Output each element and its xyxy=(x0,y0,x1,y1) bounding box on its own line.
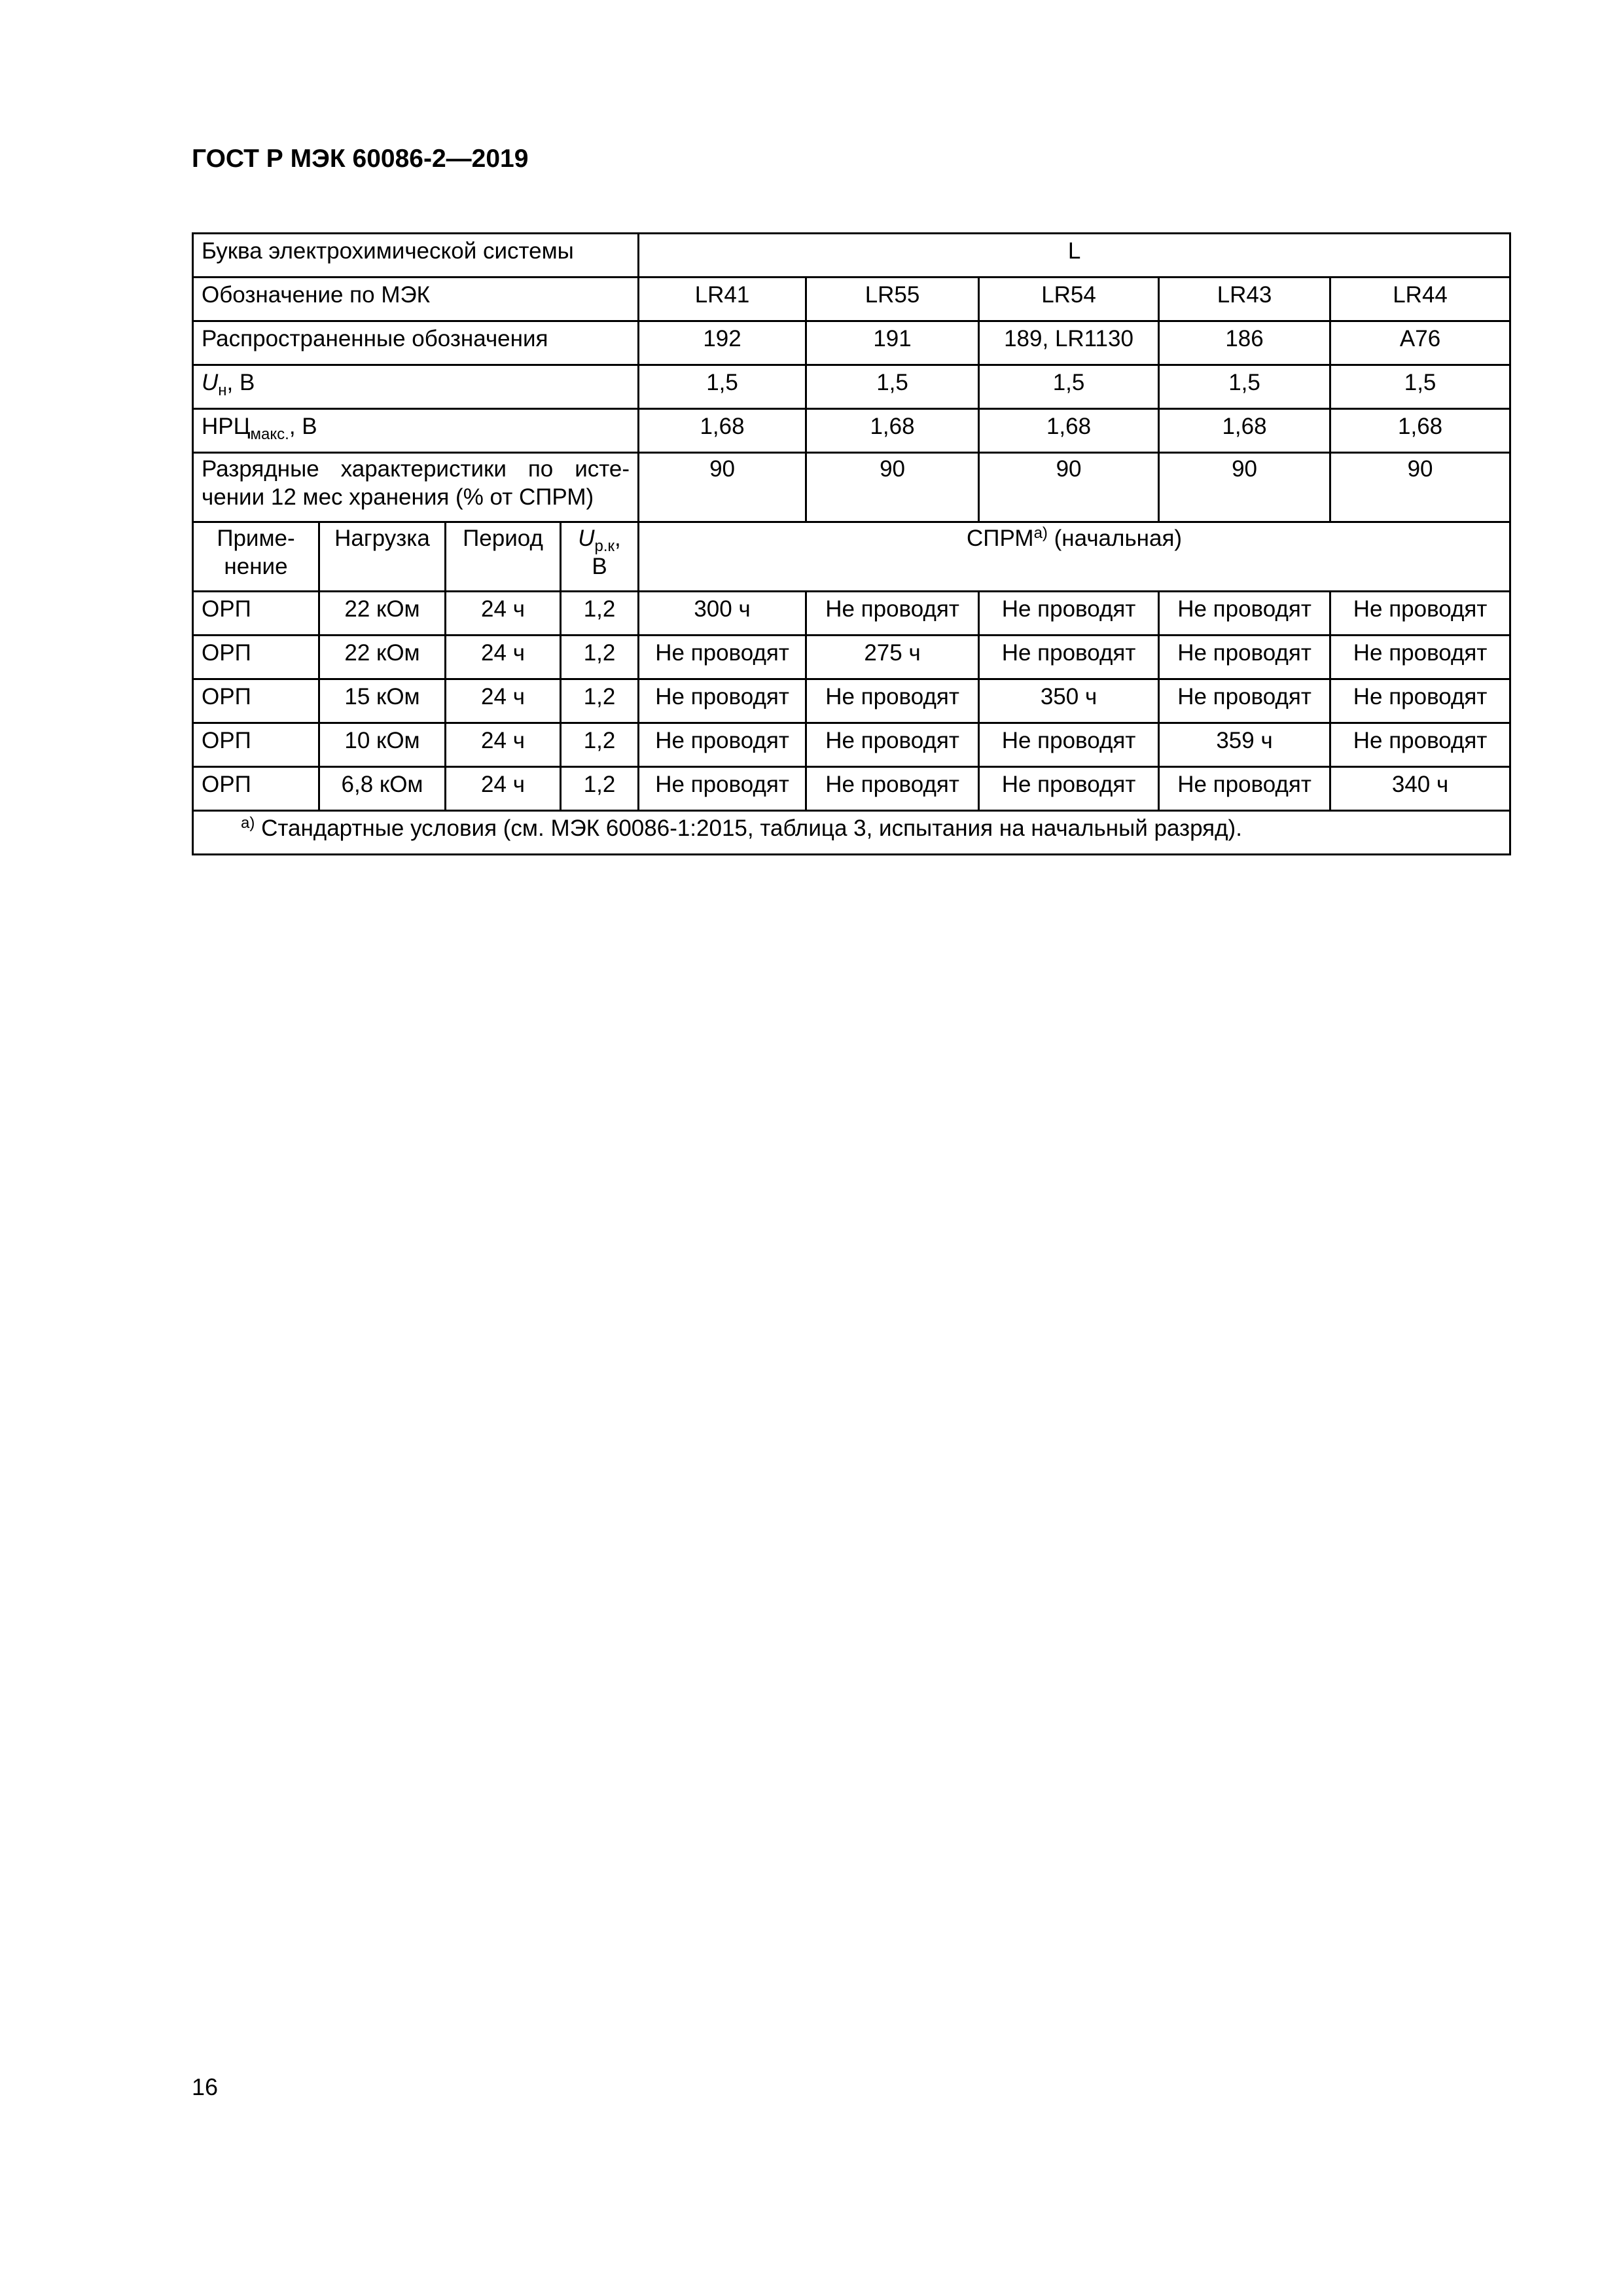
label-ocv-max xyxy=(193,409,639,453)
end-voltage-symbol: U xyxy=(578,526,595,551)
header-end-voltage-line-2: В xyxy=(592,553,607,579)
cell-iec-designation: LR55 xyxy=(806,278,979,321)
value-system-letter: L xyxy=(639,234,1510,278)
voltage-symbol: U xyxy=(202,370,219,395)
header-period: Период xyxy=(446,522,561,592)
header-application xyxy=(193,522,319,592)
cell-ocv-max: 1,68 xyxy=(1159,409,1330,453)
cell-common-designation: 191 xyxy=(806,321,979,365)
cell-common-designation: 192 xyxy=(639,321,806,365)
table-row xyxy=(193,592,1510,636)
header-application-line-1: Приме- xyxy=(217,526,295,551)
cell-load: 6,8 кОм xyxy=(319,767,446,811)
end-voltage-comma: , xyxy=(615,526,621,551)
cell-duration: Не проводят xyxy=(979,723,1159,767)
cell-duration: Не проводят xyxy=(1330,723,1510,767)
cell-load: 10 кОм xyxy=(319,723,446,767)
cell-duration: Не проводят xyxy=(639,723,806,767)
mad-note-mark: а) xyxy=(1033,524,1048,542)
cell-duration: Не проводят xyxy=(1159,592,1330,636)
row-ocv-max xyxy=(193,409,1510,453)
cell-duration: 350 ч xyxy=(979,679,1159,723)
cell-period: 24 ч xyxy=(446,767,561,811)
cell-duration: Не проводят xyxy=(979,636,1159,679)
cell-ocv-max: 1,68 xyxy=(639,409,806,453)
row-footnote xyxy=(193,811,1510,855)
cell-duration: Не проводят xyxy=(1159,679,1330,723)
cell-duration: Не проводят xyxy=(979,767,1159,811)
cell-ocv-max: 1,68 xyxy=(806,409,979,453)
cell-duration: Не проводят xyxy=(1330,636,1510,679)
cell-nominal-voltage: 1,5 xyxy=(1330,365,1510,409)
row-system-letter xyxy=(193,234,1510,278)
row-nominal-voltage xyxy=(193,365,1510,409)
cell-end-voltage: 1,2 xyxy=(561,767,639,811)
cell-duration: 340 ч xyxy=(1330,767,1510,811)
cell-iec-designation: LR44 xyxy=(1330,278,1510,321)
cell-common-designation: 189, LR1130 xyxy=(979,321,1159,365)
cell-duration: Не проводят xyxy=(806,767,979,811)
label-nominal-voltage xyxy=(193,365,639,409)
footnote-mark: а) xyxy=(241,814,255,832)
cell-discharge-after-storage: 90 xyxy=(1330,453,1510,522)
cell-load: 22 кОм xyxy=(319,592,446,636)
row-discharge-after-storage xyxy=(193,453,1510,522)
table-footnote xyxy=(193,811,1510,855)
cell-nominal-voltage: 1,5 xyxy=(639,365,806,409)
cell-discharge-after-storage: 90 xyxy=(1159,453,1330,522)
cell-common-designation: A76 xyxy=(1330,321,1510,365)
cell-discharge-after-storage: 90 xyxy=(979,453,1159,522)
cell-duration: 359 ч xyxy=(1159,723,1330,767)
label-common-designation: Распространенные обозначения xyxy=(193,321,639,365)
cell-duration: Не проводят xyxy=(639,679,806,723)
ocv-subscript: макс. xyxy=(250,425,289,443)
cell-period: 24 ч xyxy=(446,636,561,679)
cell-discharge-after-storage: 90 xyxy=(639,453,806,522)
cell-common-designation: 186 xyxy=(1159,321,1330,365)
cell-end-voltage: 1,2 xyxy=(561,636,639,679)
table-row xyxy=(193,723,1510,767)
table-row xyxy=(193,636,1510,679)
cell-application: ОРП xyxy=(193,636,319,679)
row-iec-designation xyxy=(193,278,1510,321)
header-end-voltage xyxy=(561,522,639,592)
cell-duration: 275 ч xyxy=(806,636,979,679)
header-end-voltage-line-1 xyxy=(564,525,635,553)
cell-period: 24 ч xyxy=(446,679,561,723)
header-min-average-duration xyxy=(639,522,1510,592)
cell-end-voltage: 1,2 xyxy=(561,679,639,723)
row-test-header xyxy=(193,522,1510,592)
cell-iec-designation: LR43 xyxy=(1159,278,1330,321)
cell-duration: 300 ч xyxy=(639,592,806,636)
cell-discharge-after-storage: 90 xyxy=(806,453,979,522)
battery-specification-table xyxy=(192,232,1511,855)
row-common-designation xyxy=(193,321,1510,365)
voltage-unit: , В xyxy=(226,370,255,395)
cell-duration: Не проводят xyxy=(1330,679,1510,723)
label-line-1: Разрядные характеристики по исте- xyxy=(202,456,630,482)
document-header: ГОСТ Р МЭК 60086-2—2019 xyxy=(192,145,529,173)
cell-application: ОРП xyxy=(193,723,319,767)
cell-duration: Не проводят xyxy=(639,767,806,811)
cell-duration: Не проводят xyxy=(806,723,979,767)
cell-duration: Не проводят xyxy=(806,592,979,636)
cell-duration: Не проводят xyxy=(806,679,979,723)
mad-label: СПРМ xyxy=(967,526,1034,551)
table-row xyxy=(193,767,1510,811)
cell-duration: Не проводят xyxy=(1330,592,1510,636)
cell-application: ОРП xyxy=(193,679,319,723)
footnote-text: Стандартные условия (см. МЭК 60086-1:2015, таблица 3, испытания на начальный разряд). xyxy=(255,816,1242,841)
cell-ocv-max: 1,68 xyxy=(979,409,1159,453)
cell-nominal-voltage: 1,5 xyxy=(806,365,979,409)
ocv-unit: , В xyxy=(289,414,317,439)
cell-application: ОРП xyxy=(193,592,319,636)
cell-ocv-max: 1,68 xyxy=(1330,409,1510,453)
label-line-2: чении 12 мес хранения (% от СПРМ) xyxy=(202,484,594,510)
cell-end-voltage: 1,2 xyxy=(561,592,639,636)
label-iec-designation: Обозначение по МЭК xyxy=(193,278,639,321)
header-load: Нагрузка xyxy=(319,522,446,592)
cell-iec-designation: LR41 xyxy=(639,278,806,321)
cell-load: 22 кОм xyxy=(319,636,446,679)
label-discharge-after-storage xyxy=(193,453,639,522)
cell-duration: Не проводят xyxy=(979,592,1159,636)
ocv-label: НРЦ xyxy=(202,414,251,439)
voltage-subscript: н xyxy=(218,382,227,399)
page-number: 16 xyxy=(192,2073,219,2100)
end-voltage-subscript: р.к xyxy=(594,537,615,555)
mad-suffix: (начальная) xyxy=(1047,526,1183,551)
header-application-line-2: нение xyxy=(224,553,288,579)
cell-duration: Не проводят xyxy=(1159,636,1330,679)
cell-period: 24 ч xyxy=(446,592,561,636)
cell-iec-designation: LR54 xyxy=(979,278,1159,321)
label-system-letter: Буква электрохимической системы xyxy=(193,234,639,278)
cell-period: 24 ч xyxy=(446,723,561,767)
cell-nominal-voltage: 1,5 xyxy=(1159,365,1330,409)
cell-duration: Не проводят xyxy=(639,636,806,679)
cell-end-voltage: 1,2 xyxy=(561,723,639,767)
table-row xyxy=(193,679,1510,723)
cell-nominal-voltage: 1,5 xyxy=(979,365,1159,409)
cell-load: 15 кОм xyxy=(319,679,446,723)
cell-application: ОРП xyxy=(193,767,319,811)
cell-duration: Не проводят xyxy=(1159,767,1330,811)
